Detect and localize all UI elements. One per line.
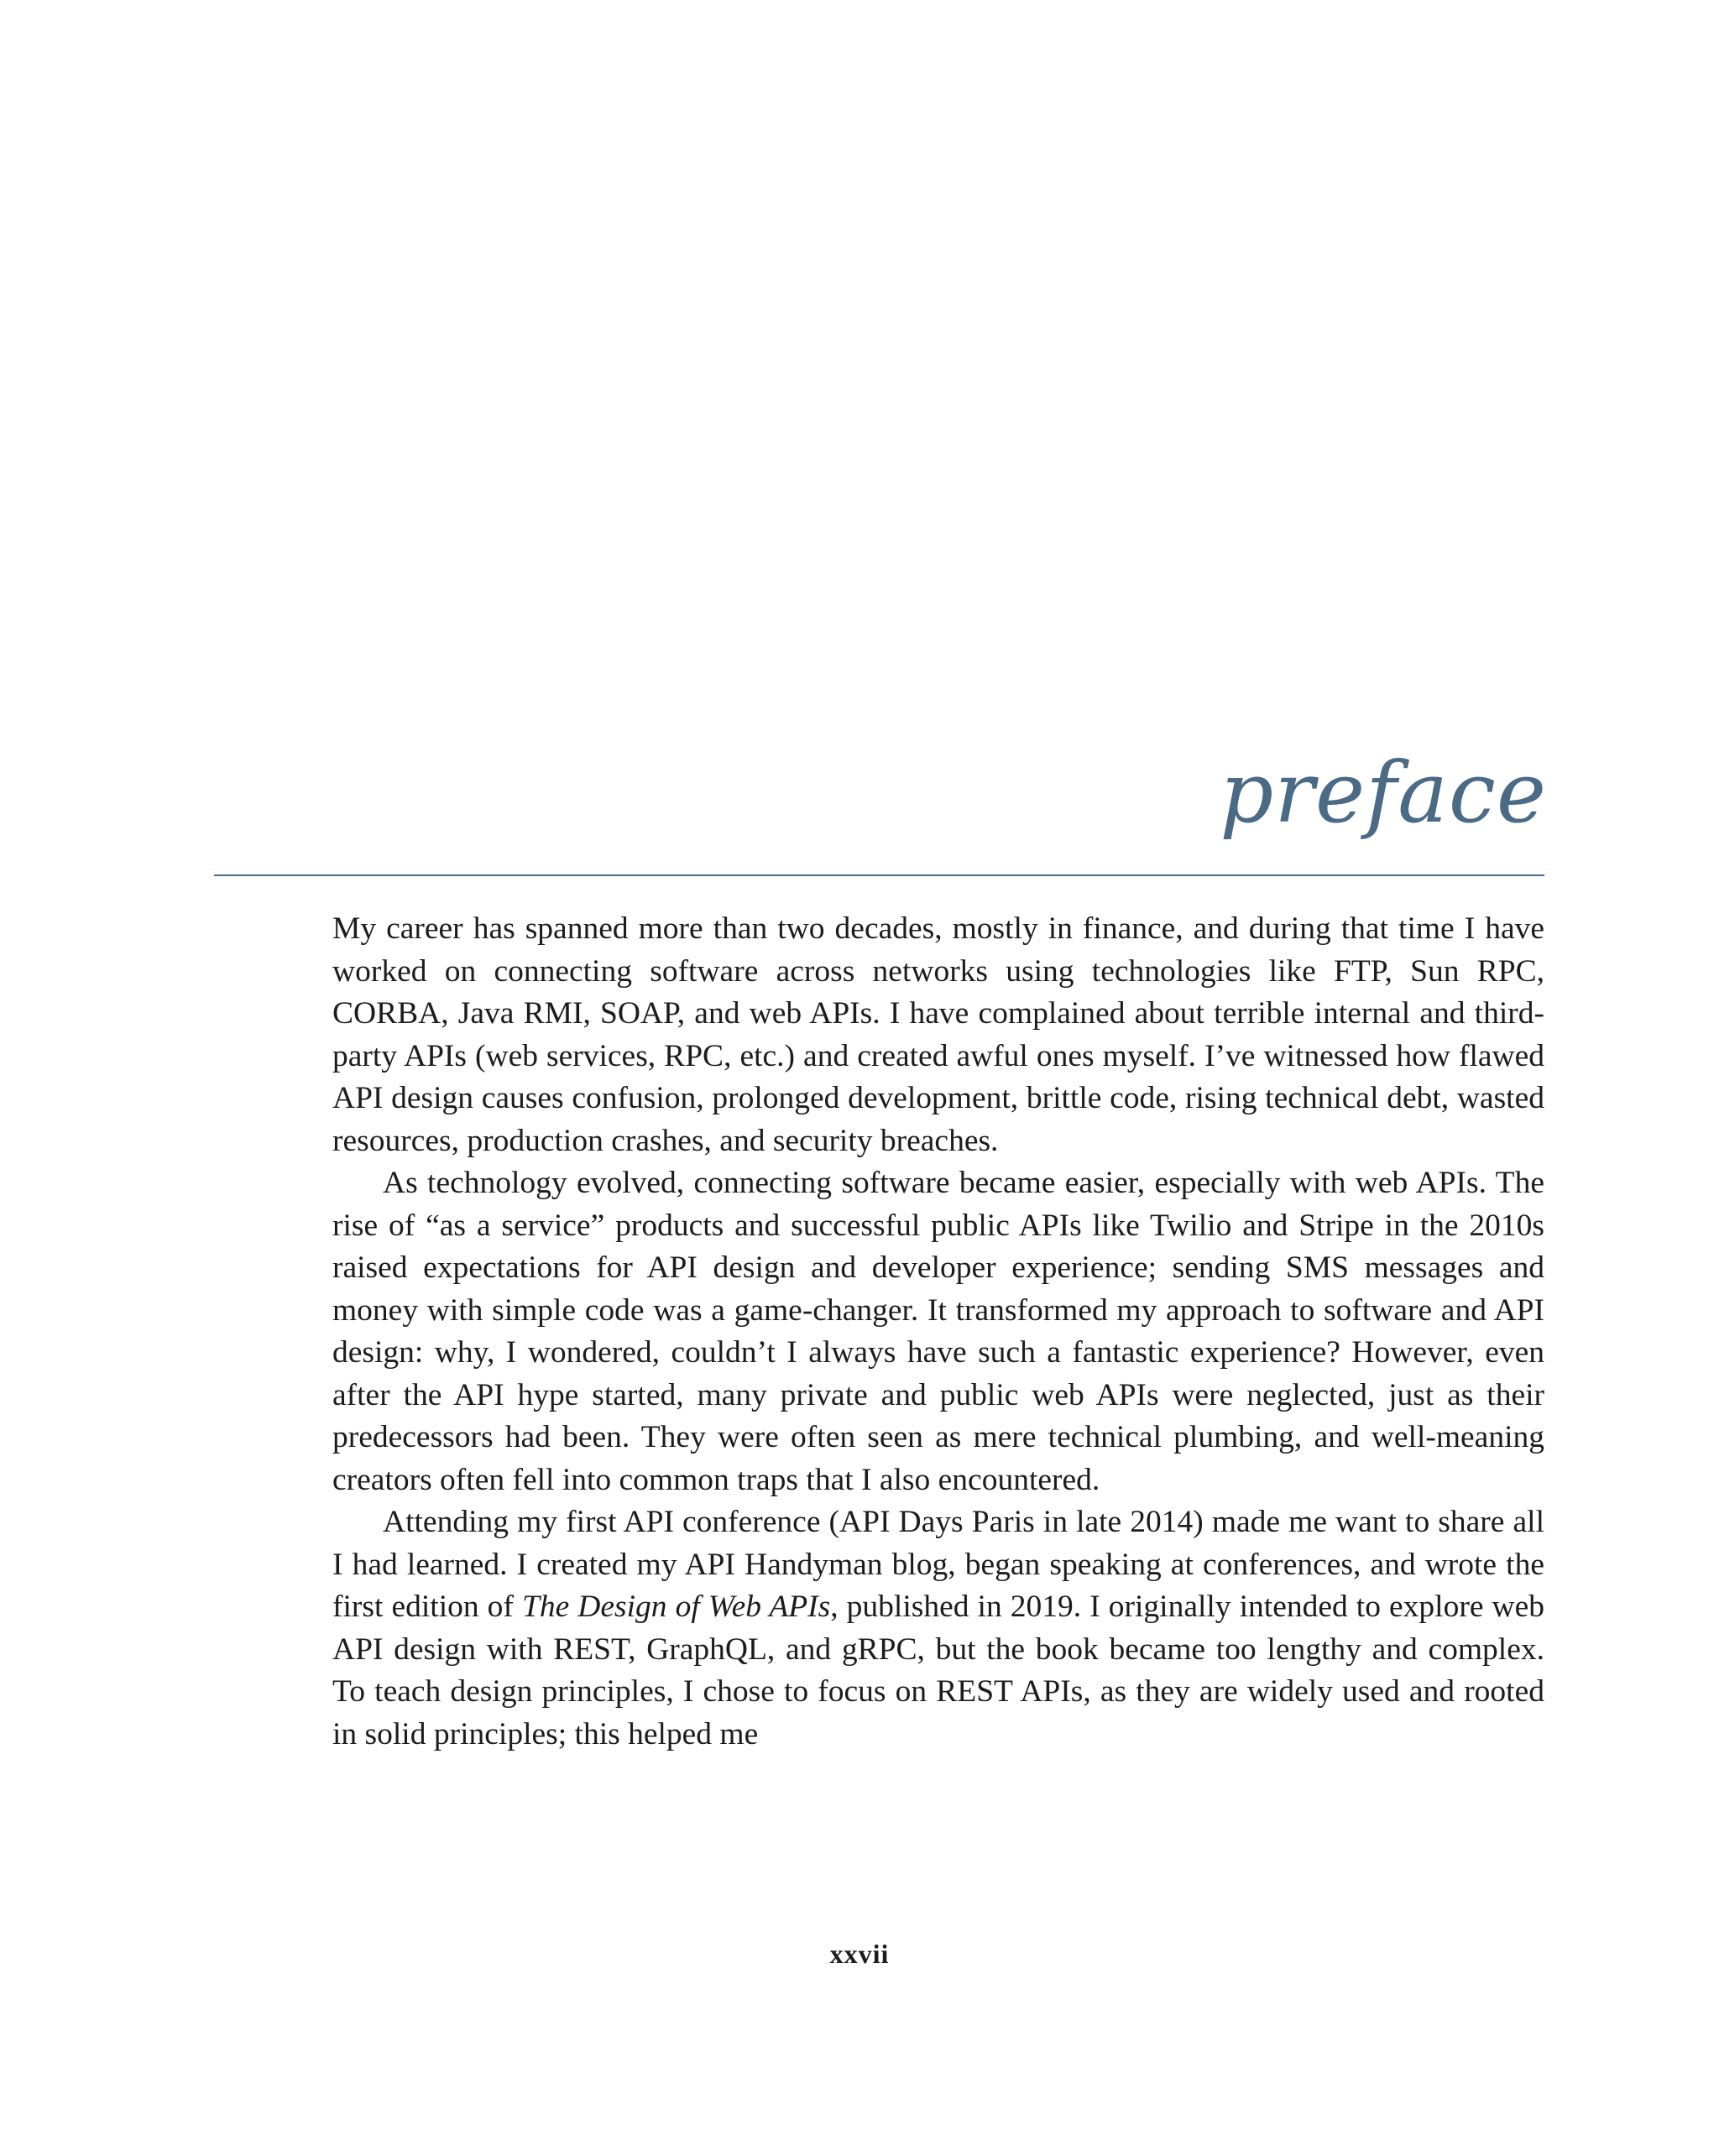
title-rule-divider bbox=[214, 874, 1544, 876]
paragraph-3-text-before: Attending my first API conference (API Days Paris in late 2014) made me want to share all I had learned. I created my API Handyman blog, began speaking at conferences, and wrote the first edition of bbox=[332, 1505, 1544, 1624]
paragraph-2: As technology evolved, connecting software became easier, especially with web APIs. The rise of “as a service” products and successful public APIs like Twilio and Stripe in the 2010s raised expectations for API design and developer experience; sending SMS messages and money with simple code was a game-changer. It transformed my approach to software and API design: why, I wondered, couldn’t I always have such a fantastic experience? However, even after the API hype started, many private and public web APIs were neglected, just as their predecessors had been. They were often seen as mere technical plumbing, and well-meaning creators often fell into common traps that I also encountered. bbox=[332, 1166, 1544, 1497]
book-title-italic: The Design of Web APIs bbox=[521, 1590, 831, 1624]
paragraph-3-text-after: , published in 2019. I originally intended to explore web API design with REST, GraphQL, and gRPC, but the book became too lengthy and complex. To teach design principles, I chose to focus on REST APIs, as they are widely used and rooted in solid principles; this helped me bbox=[332, 1590, 1544, 1751]
body-text bbox=[332, 908, 1544, 1756]
paragraph-3 bbox=[332, 1501, 1544, 1756]
chapter-title: preface bbox=[1220, 744, 1547, 842]
paragraph-1: My career has spanned more than two decades, mostly in finance, and during that time I have worked on connecting software across networks using technologies like FTP, Sun RPC, CORBA, Java RMI, SOAP, and web APIs. I have complained about terrible internal and third-party APIs (web services, RPC, etc.) and created awful ones myself. I’ve witnessed how flawed API design causes confusion, prolonged development, brittle code, rising technical debt, wasted resources, production crashes, and security breaches. bbox=[332, 911, 1544, 1158]
page-number: xxvii bbox=[829, 1939, 890, 1969]
